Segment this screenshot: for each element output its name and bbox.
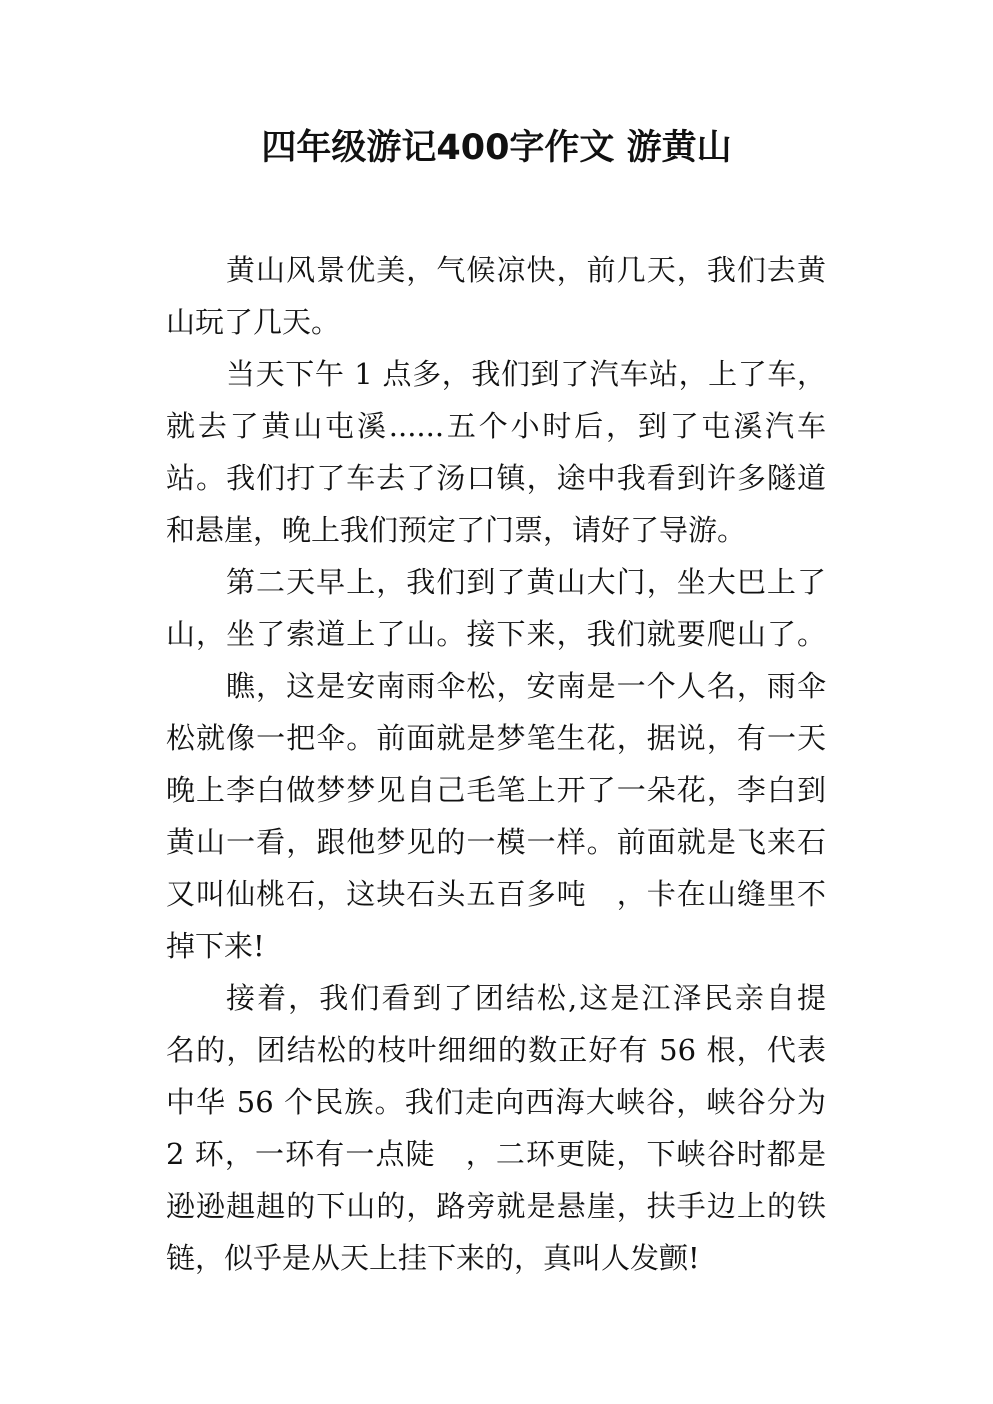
text-line: 当天下午 1 点多，我们到了汽车站，上了车， [226,357,826,391]
document-title: 四年级游记400字作文 游黄山 [261,128,732,168]
text-line: 黄山风景优美，气候凉快，前几天，我们去黄 [226,253,826,287]
text-line: 接着，我们看到了团结松,这是江泽民亲自提 [226,981,826,1015]
text-line: 山，坐了索道上了山。接下来，我们就要爬山了。 [166,617,826,651]
text-line: 站。我们打了车去了汤口镇，途中我看到许多隧道 [166,461,826,495]
paragraph [166,244,826,348]
text-line: 黄山一看，跟他梦见的一模一样。前面就是飞来石 [166,825,826,859]
paragraph [166,972,826,1284]
text-line: 掉下来! [166,929,265,963]
text-line: 又叫仙桃石，这块石头五百多吨 ，卡在山缝里不 [166,877,826,911]
text-line: 2 环，一环有一点陡 ，二环更陡，下峡谷时都是 [166,1137,826,1171]
paragraph [166,660,826,972]
paragraph [166,556,826,660]
text-line: 山玩了几天。 [166,305,341,339]
text-line: 晚上李白做梦梦见自己毛笔上开了一朵花，李白到 [166,773,826,807]
document-body [166,244,826,1284]
text-line: 和悬崖，晚上我们预定了门票，请好了导游。 [166,513,747,547]
text-line: 逊逊趄趄的下山的，路旁就是悬崖，扶手边上的铁 [166,1189,826,1223]
text-line: 第二天早上，我们到了黄山大门，坐大巴上了 [226,565,826,599]
text-line: 松就像一把伞。前面就是梦笔生花，据说，有一天 [166,721,826,755]
text-line: 瞧，这是安南雨伞松，安南是一个人名，雨伞 [226,669,826,703]
text-line: 就去了黄山屯溪......五个小时后，到了屯溪汽车 [166,409,826,443]
text-line: 名的，团结松的枝叶细细的数正好有 56 根，代表 [166,1033,826,1067]
text-line: 中华 56 个民族。我们走向西海大峡谷，峡谷分为 [166,1085,826,1119]
paragraph [166,348,826,556]
text-line: 链，似乎是从天上挂下来的，真叫人发颤! [166,1241,700,1275]
